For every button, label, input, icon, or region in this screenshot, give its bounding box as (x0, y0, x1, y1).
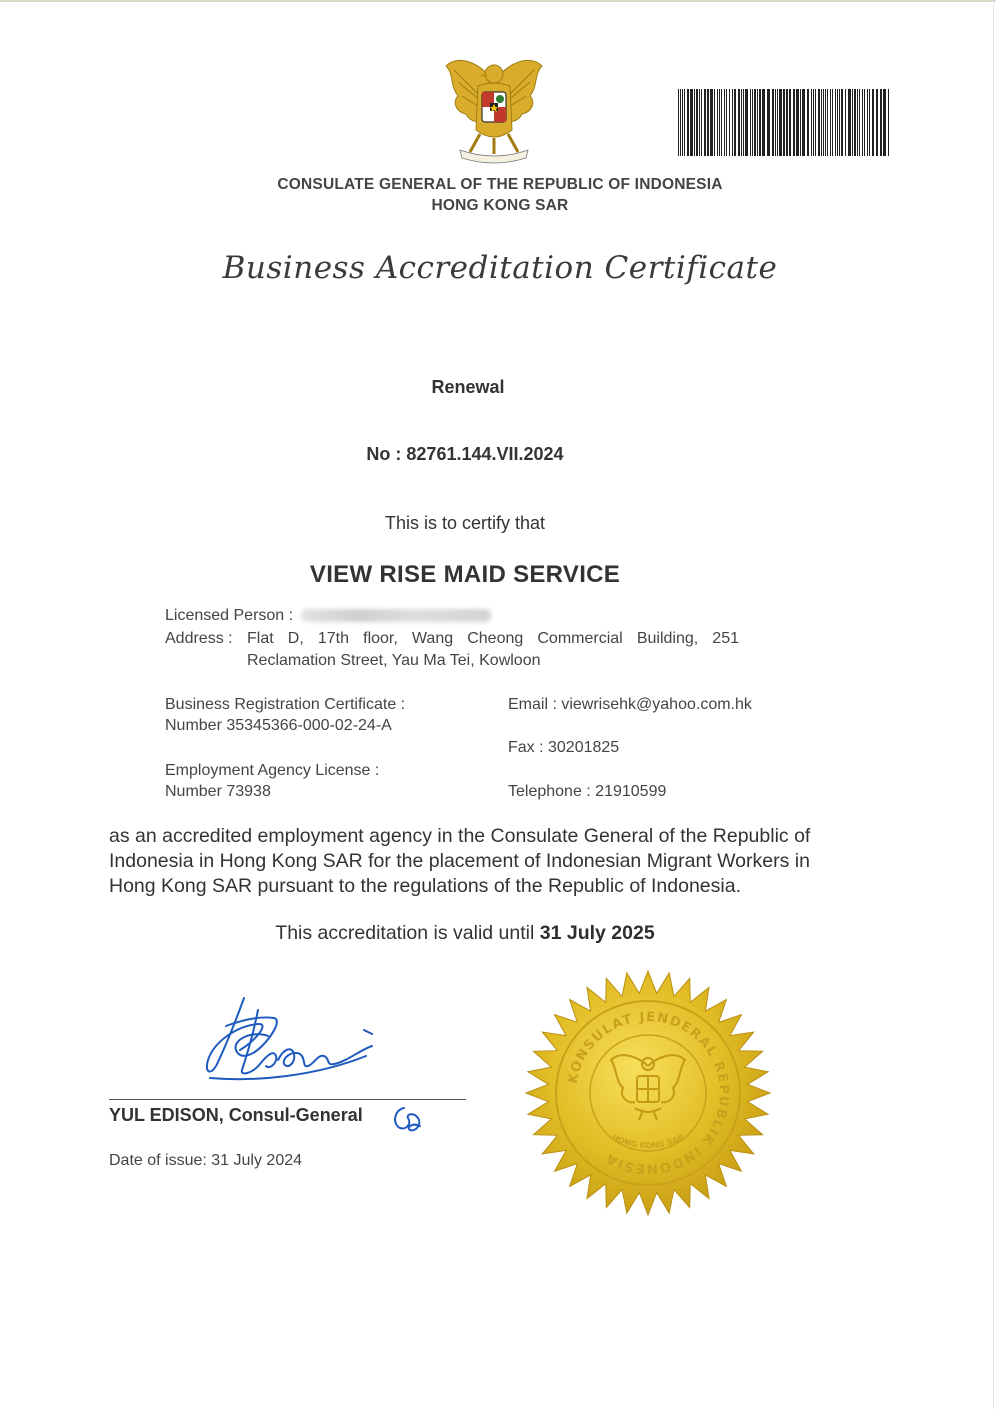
eal-label: Employment Agency License : (165, 762, 380, 779)
eal-number: Number 73938 (165, 783, 271, 800)
barcode-icon (678, 89, 890, 156)
telephone: Telephone : 21910599 (508, 783, 667, 800)
signature-icon (196, 990, 396, 1090)
licensed-person-label: Licensed Person : (165, 607, 294, 624)
garuda-pancasila-emblem-icon (440, 52, 548, 164)
validity-statement (200, 922, 730, 945)
validity-prefix: This accreditation is valid until (275, 922, 540, 944)
signer-name: YUL EDISON, Consul-General (109, 1105, 363, 1125)
address-line-2: Reclamation Street, Yau Ma Tei, Kowloon (247, 652, 541, 669)
licensed-person (165, 605, 491, 626)
brc-label: Business Registration Certificate : (165, 696, 406, 713)
consulate-location: HONG KONG SAR (431, 197, 569, 214)
address-label: Address : (165, 630, 233, 647)
signature-line (109, 1099, 466, 1100)
company-name: VIEW RISE MAID SERVICE (309, 561, 621, 588)
email: Email : viewrisehk@yahoo.com.hk (508, 696, 752, 713)
consulate-name: CONSULATE GENERAL OF THE REPUBLIC OF INDONESIA (277, 176, 723, 193)
fax: Fax : 30201825 (508, 739, 620, 756)
brc-number: Number 35345366-000-02-24-A (165, 717, 392, 734)
certify-text: This is to certify that (384, 513, 546, 533)
seal-ring-text: KONSULAT JENDERAL REPUBLIK INDONESIA (565, 1009, 732, 1177)
address-line-1: Flat D, 17th floor, Wang Cheong Commercial Building, 251 (247, 630, 739, 647)
validity-date: 31 July 2025 (539, 922, 655, 944)
scan-edge-top (0, 0, 996, 2)
statement-line-3: Hong Kong SAR pursuant to the regulations of the Republic of Indonesia. (109, 875, 741, 897)
certificate-type: Renewal (431, 377, 505, 397)
seal-bottom-text: HONG KONG SAR (610, 1132, 686, 1151)
statement-line-2: Indonesia in Hong Kong SAR for the placement of Indonesian Migrant Workers in (109, 850, 810, 872)
accreditation-statement (109, 824, 839, 899)
scan-edge-right (993, 0, 994, 1409)
gold-seal-icon (523, 968, 773, 1218)
redacted-name (301, 609, 491, 622)
initials-icon (390, 1104, 424, 1134)
certificate-number: No : 82761.144.VII.2024 (366, 444, 564, 464)
certificate-title: Business Accreditation Certificate (222, 250, 778, 286)
issue-date: Date of issue: 31 July 2024 (109, 1152, 303, 1169)
statement-line-1: as an accredited employment agency in the Consulate General of the Republic of (109, 825, 811, 847)
